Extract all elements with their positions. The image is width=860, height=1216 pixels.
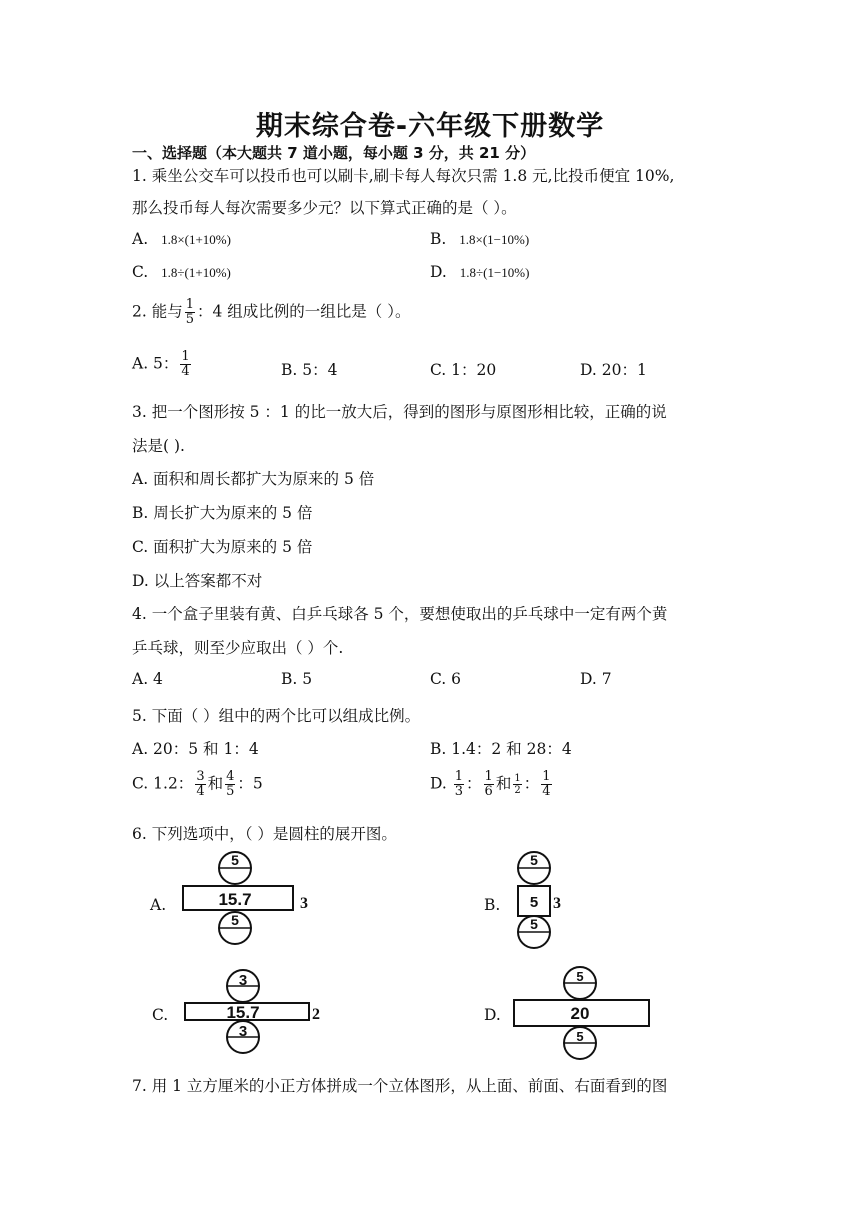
q2-option-a-num: 1 [181, 349, 190, 364]
q6-c-bottom-circle-label: 3 [238, 1023, 248, 1040]
q5-option-c[interactable] [132, 770, 263, 799]
q5-d-num4: 1 [542, 769, 551, 784]
q1-option-c-label: C. [132, 263, 149, 281]
q5-c-den1: 4 [196, 784, 205, 799]
q5-option-d-frac1 [454, 770, 464, 799]
q1-option-a-label: A. [132, 230, 149, 248]
q6-line1: 6. 下列选项中，（ ）是圆柱的展开图。 [132, 825, 397, 843]
q3-line1: 3. 把一个图形按 5 ：1 的比一放大后，得到的图形与原图形相比较，正确的说 [132, 403, 667, 421]
q2-option-a-fraction [180, 350, 190, 379]
q6-b-rect-label: 5 [529, 894, 539, 911]
q6-b-top-circle-label: 5 [530, 852, 538, 868]
q5-option-d-frac3 [513, 773, 521, 796]
q2-line1 [132, 298, 410, 327]
section-heading: 一、选择题（本大题共 7 道小题，每小题 3 分，共 21 分） [132, 144, 536, 162]
q4-option-d[interactable]: D. 7 [580, 670, 612, 688]
q5-d-num1: 1 [454, 769, 464, 784]
q2-option-a-text: A. 5： [132, 354, 179, 373]
q6-option-d-label[interactable]: D. [484, 1006, 501, 1024]
q6-a-top-circle-label: 5 [231, 852, 239, 868]
q5-option-c-frac1 [195, 770, 205, 799]
q1-option-d-label: D. [430, 263, 447, 281]
q5-option-d-mid: 和 [495, 774, 512, 793]
q6-a-side-label: 3 [300, 895, 308, 912]
q5-option-d-frac4 [541, 770, 551, 799]
q5-c-den2: 5 [226, 784, 235, 799]
q6-option-b-net[interactable] [505, 850, 585, 960]
q1-option-b[interactable] [430, 230, 529, 248]
q6-c-rect-label: 15.7 [226, 1003, 260, 1022]
q5-option-d-sep1: ： [466, 774, 482, 793]
q1-option-a-text: 1.8×(1+10%) [161, 232, 231, 247]
q3-line2: 法是( ). [132, 437, 185, 455]
q6-d-bottom-circle-label: 5 [576, 1029, 584, 1044]
q3-option-c[interactable]: C. 面积扩大为原来的 5 倍 [132, 538, 313, 556]
q6-option-a-label[interactable]: A. [150, 896, 167, 914]
q6-d-top-circle-label: 5 [576, 969, 584, 984]
page-title: 期末综合卷-六年级下册数学 [255, 111, 605, 142]
q5-c-num2: 4 [226, 769, 235, 784]
q2-suffix: ：4 组成比例的一组比是（ ）。 [197, 302, 411, 321]
q2-fraction [185, 298, 195, 327]
q5-option-c-prefix: C. 1.2： [132, 774, 194, 793]
q2-fraction-den: 5 [185, 312, 194, 327]
q6-option-c-net[interactable] [180, 968, 330, 1060]
q3-option-b[interactable]: B. 周长扩大为原来的 5 倍 [132, 504, 313, 522]
q4-option-b[interactable]: B. 5 [281, 670, 313, 688]
q5-option-d[interactable] [430, 770, 554, 799]
q6-option-a-net[interactable] [175, 850, 325, 960]
q5-d-num3: 1 [514, 773, 521, 784]
q6-c-top-circle-label: 3 [238, 972, 248, 989]
q2-option-d[interactable]: D. 20：1 [580, 361, 647, 379]
q1-line1: 1. 乘坐公交车可以投币也可以刷卡,刷卡每人每次只需 1.8 元,比投币便宜 10%, [132, 167, 675, 185]
q1-option-d[interactable] [430, 263, 529, 281]
q5-c-num1: 3 [196, 769, 205, 784]
q6-b-bottom-circle-label: 5 [530, 916, 538, 932]
q4-option-c[interactable]: C. 6 [430, 670, 462, 688]
q5-d-den4: 4 [542, 784, 551, 799]
q4-line1: 4. 一个盒子里装有黄、白乒乓球各 5 个，要想使取出的乒乓球中一定有两个黄 [132, 605, 668, 623]
q4-line2: 乒乓球，则至少应取出（ ）个. [132, 639, 344, 657]
q6-c-side-label: 2 [312, 1006, 320, 1023]
q6-option-d-net[interactable] [510, 966, 655, 1066]
q6-d-rect-label: 20 [570, 1004, 590, 1023]
q5-d-den3: 2 [514, 785, 521, 796]
q5-d-den2: 6 [484, 784, 493, 799]
q6-option-b-label[interactable]: B. [484, 896, 501, 914]
q5-line1: 5. 下面（ ）组中的两个比可以组成比例。 [132, 707, 421, 725]
q7-line1: 7. 用 1 立方厘米的小正方体拼成一个立体图形，从上面、前面、右面看到的图 [132, 1077, 668, 1095]
q2-option-c[interactable]: C. 1：20 [430, 361, 497, 379]
q5-option-d-sep2: ： [523, 774, 540, 793]
q5-option-c-mid: 和 [207, 774, 224, 793]
q1-option-a[interactable] [132, 230, 231, 248]
q3-option-d[interactable]: D. 以上答案都不对 [132, 572, 263, 590]
q6-b-side-label: 3 [553, 895, 561, 912]
q6-a-bottom-circle-label: 5 [231, 912, 239, 928]
q5-d-num2: 1 [484, 769, 493, 784]
q5-d-den1: 3 [454, 784, 464, 799]
q5-option-a[interactable]: A. 20：5 和 1：4 [132, 740, 259, 758]
q5-option-c-frac2 [225, 770, 235, 799]
q1-option-c-text: 1.8÷(1+10%) [161, 265, 231, 280]
q1-option-d-text: 1.8÷(1−10%) [459, 265, 530, 280]
q2-prefix: 2. 能与 [132, 302, 183, 321]
q5-option-c-suffix: ：5 [237, 774, 263, 793]
q1-line2: 那么投币每人每次需要多少元？以下算式正确的是（ ）。 [132, 199, 517, 217]
q2-option-b[interactable]: B. 5：4 [281, 361, 338, 379]
q2-option-a[interactable] [132, 350, 193, 379]
q5-option-d-prefix: D. [430, 774, 447, 793]
q6-a-rect-label: 15.7 [218, 890, 252, 909]
q1-option-c[interactable] [132, 263, 231, 281]
q5-option-d-frac2 [484, 770, 494, 799]
q3-option-a[interactable]: A. 面积和周长都扩大为原来的 5 倍 [132, 470, 375, 488]
q2-fraction-num: 1 [185, 297, 194, 312]
q2-option-a-den: 4 [181, 364, 190, 379]
q4-option-a[interactable]: A. 4 [132, 670, 163, 688]
q6-option-c-label[interactable]: C. [152, 1006, 169, 1024]
q1-option-b-text: 1.8×(1−10%) [459, 232, 530, 247]
q1-option-b-label: B. [430, 230, 447, 248]
q5-option-b[interactable]: B. 1.4：2 和 28：4 [430, 740, 572, 758]
